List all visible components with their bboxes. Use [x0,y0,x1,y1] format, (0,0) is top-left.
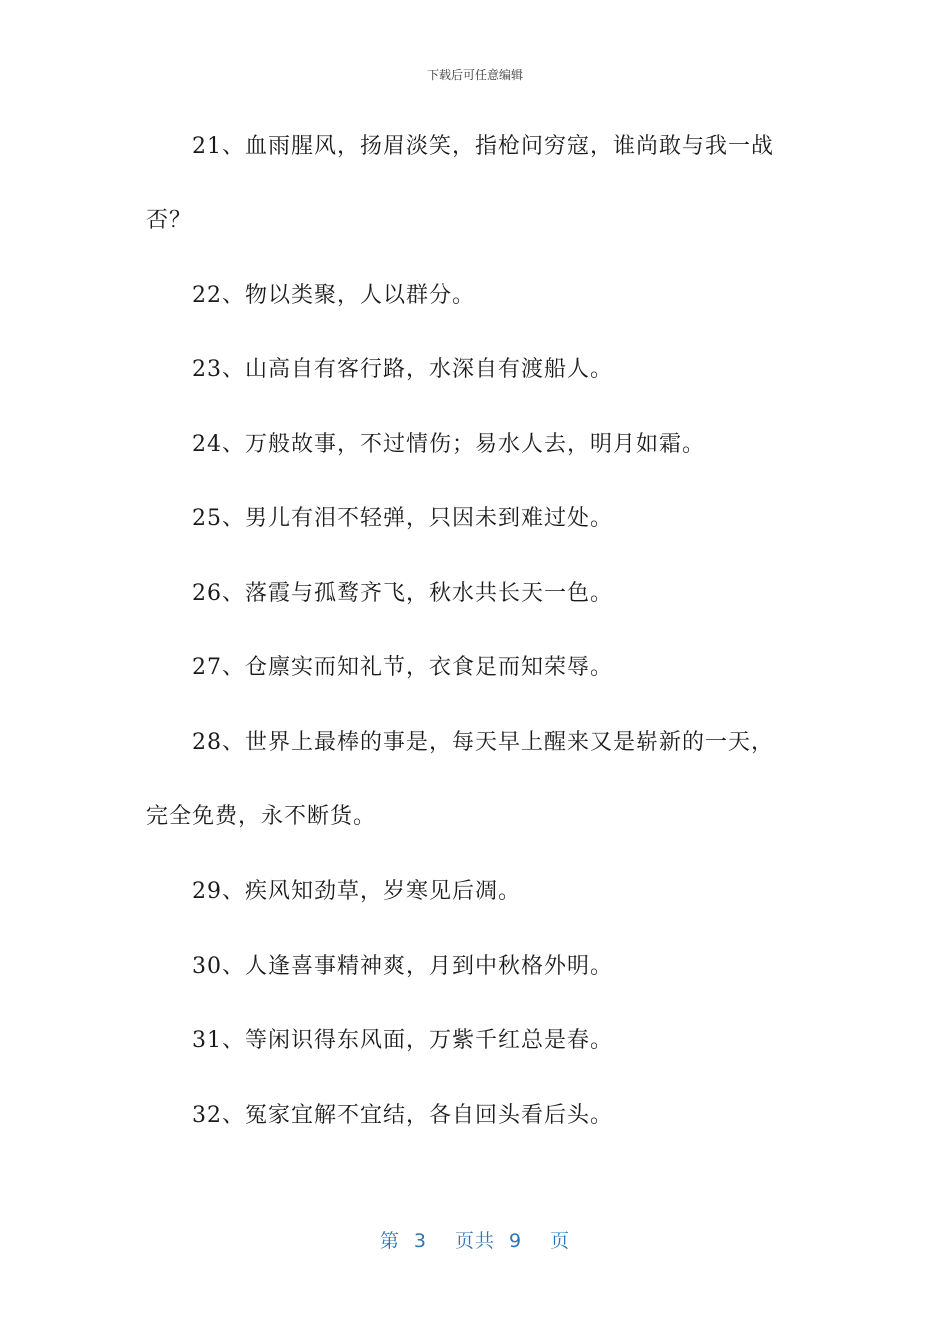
quote-22 [146,259,806,333]
quote-line: 28、世界上最棒的事是，每天早上醒来又是崭新的一天， [192,730,774,755]
quote-line: 25、男儿有泪不轻弹，只因未到难过处。 [192,506,613,531]
quote-line: 21、血雨腥风，扬眉淡笑，指枪问穷寇，谁尚敢与我一战 [192,134,774,159]
quote-27 [146,631,806,705]
page-footer [0,1226,950,1253]
page-header: 下载后可任意编辑 [426,68,523,82]
quote-line: 23、山高自有客行路，水深自有渡船人。 [192,357,613,382]
quote-24 [146,408,806,482]
page-label-prefix: 第 [379,1230,400,1252]
quote-23 [146,333,806,407]
quote-line: 否？ [146,208,193,233]
quote-26 [146,557,806,631]
quote-30 [146,930,806,1004]
current-page-number: 3 [413,1230,427,1252]
quote-line: 31、等闲识得东风面，万紫千红总是春。 [192,1028,613,1053]
quote-line: 30、人逢喜事精神爽，月到中秋格外明。 [192,954,613,979]
quote-line: 27、仓廪实而知礼节，衣食足而知荣辱。 [192,655,613,680]
quote-line: 22、物以类聚，人以群分。 [192,283,475,308]
quote-31 [146,1004,806,1078]
quote-line: 29、疾风知劲草，岁寒见后凋。 [192,879,521,904]
page-label-suffix: 页 [550,1230,571,1252]
quote-line: 32、冤家宜解不宜结，各自回头看后头。 [192,1103,613,1128]
quote-29 [146,855,806,929]
quote-line: 完全免费，永不断货。 [146,804,377,829]
quote-25 [146,482,806,556]
quote-21 [146,110,806,258]
quote-line: 24、万般故事，不过情伤；易水人去，明月如霜。 [192,432,705,457]
page-label-mid: 页共 [454,1230,495,1252]
quote-32 [146,1079,806,1153]
quote-28 [146,706,806,854]
quote-line: 26、落霞与孤鹜齐飞，秋水共长天一色。 [192,581,613,606]
total-pages-number: 9 [509,1230,523,1252]
